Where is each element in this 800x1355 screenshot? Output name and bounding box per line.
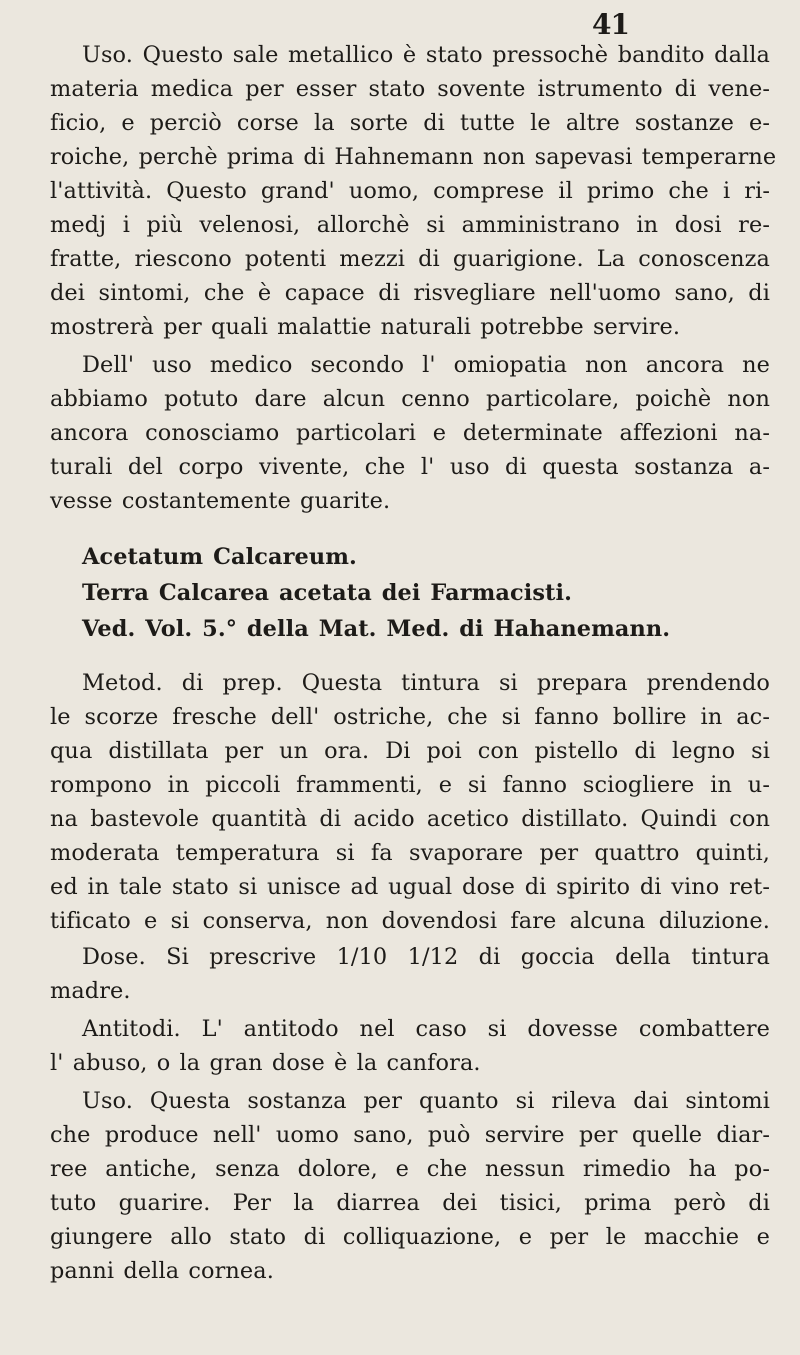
text-line: turali del corpo vivente, che l' uso di questa sostanza a- [50,454,770,480]
text-line: madre. [50,978,131,1004]
text-line: ancora conosciamo particolari e determinate affezioni na- [50,420,770,446]
text-line: Metod. di prep. Questa tintura si prepara prendendo [82,670,770,696]
text-line: che produce nell' uomo sano, può servire per quelle diar- [50,1122,770,1148]
text-line: na bastevole quantità di acido acetico distillato. Quindi con [50,806,770,832]
text-line: fratte, riescono potenti mezzi di guarigione. La conoscenza [50,246,770,272]
section-subheading: Terra Calcarea acetata dei Farmacisti. [82,580,573,606]
text-line: ree antiche, senza dolore, e che nessun rimedio ha po- [50,1156,770,1182]
text-line: moderata temperatura si fa svaporare per quattro quinti, [50,840,770,866]
text-line: l' abuso, o la gran dose è la canfora. [50,1050,481,1076]
text-line: panni della cornea. [50,1258,274,1284]
page-text [50,40,777,1350]
text-line: roiche, perchè prima di Hahnemann non sapevasi temperarne [50,144,777,170]
page-number: 41 [592,8,629,41]
text-line: Uso. Questo sale metallico è stato pressochè bandito dalla [82,42,770,68]
text-line: Uso. Questa sostanza per quanto si rileva dai sintomi [82,1088,770,1114]
text-line: ed in tale stato si unisce ad ugual dose di spirito di vino ret- [50,874,770,900]
text-line: giungere allo stato di colliquazione, e per le macchie e [50,1224,770,1250]
text-line: tuto guarire. Per la diarrea dei tisici, prima però di [50,1190,770,1216]
text-line: rompono in piccoli frammenti, e si fanno sciogliere in u- [50,772,770,798]
text-line: tificato e si conserva, non dovendosi fare alcuna diluzione. [50,908,770,934]
text-line: l'attività. Questo grand' uomo, comprese il primo che i ri- [50,178,770,204]
text-line: Dose. Si prescrive 1/10 1/12 di goccia della tintura [82,944,770,970]
text-line: Antitodi. L' antitodo nel caso si dovesse combattere [82,1016,770,1042]
text-line: materia medica per esser stato sovente istrumento di vene- [50,76,770,102]
text-line: medj i più velenosi, allorchè si amministrano in dosi re- [50,212,770,238]
text-line: qua distillata per un ora. Di poi con pistello di legno si [50,738,770,764]
text-line: vesse costantemente guarite. [50,488,391,514]
text-line: ficio, e perciò corse la sorte di tutte le altre sostanze e- [50,110,770,136]
text-line: dei sintomi, che è capace di risvegliare nell'uomo sano, di [50,280,770,306]
text-line: Dell' uso medico secondo l' omiopatia non ancora ne [82,352,770,378]
text-line: mostrerà per quali malattie naturali potrebbe servire. [50,314,681,340]
text-line: le scorze fresche dell' ostriche, che si fanno bollire in ac- [50,704,770,730]
section-reference: Ved. Vol. 5.° della Mat. Med. di Hahanemann. [82,616,671,642]
section-heading: Acetatum Calcareum. [82,544,357,570]
text-line: abbiamo potuto dare alcun cenno particolare, poichè non [50,386,770,412]
